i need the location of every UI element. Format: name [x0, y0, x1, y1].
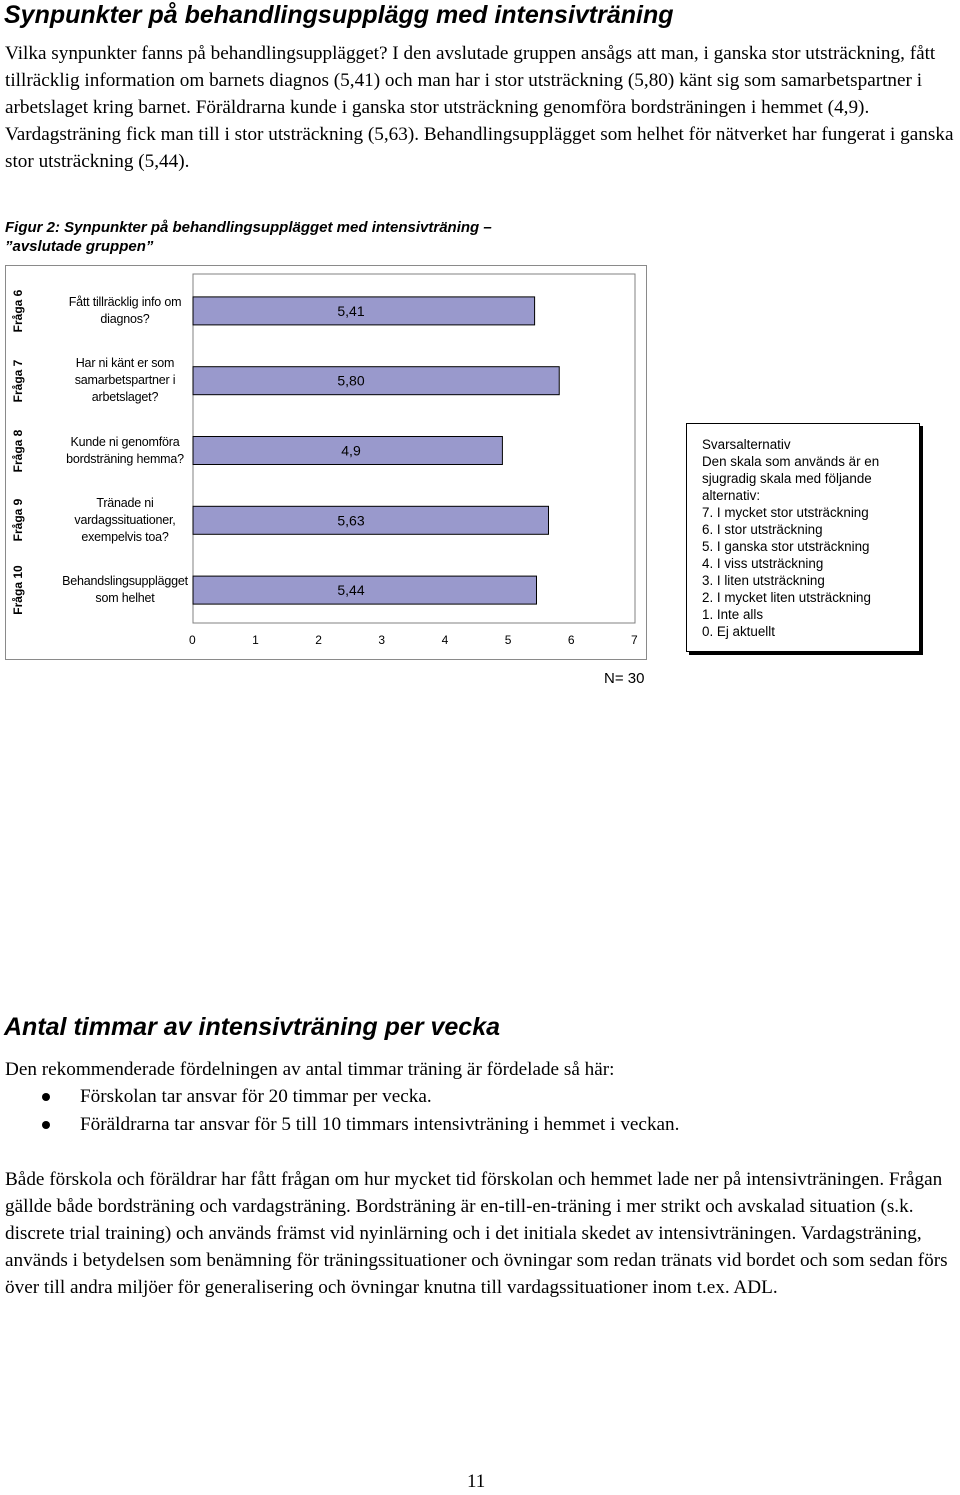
- question-id-label: Fråga 7: [11, 359, 25, 403]
- category-label-line: samarbetspartner i: [74, 373, 176, 388]
- bar-value-label: 5,44: [337, 582, 365, 599]
- bullet-text: Förskolan tar ansvar för 20 timmar per vecka.: [80, 1086, 432, 1107]
- bar-5: [193, 576, 536, 604]
- bar-4: [193, 506, 548, 534]
- x-tick-label: 1: [252, 633, 259, 647]
- question-id-label: Fråga 6: [11, 289, 25, 333]
- legend-line: Den skala som används är en: [702, 454, 880, 469]
- legend-line: sjugradig skala med följande: [702, 471, 872, 486]
- legend-line: Svarsalternativ: [702, 437, 791, 452]
- x-tick-label: 4: [441, 633, 449, 647]
- x-tick-label: 2: [315, 633, 322, 647]
- bar-chart: [5, 265, 647, 660]
- category-label: [56, 294, 194, 328]
- category-label-line: Tränade ni: [96, 495, 154, 510]
- section-heading-synpunkter: Synpunkter på behandlingsupplägg med intensivträning: [4, 1, 674, 29]
- legend-line: 6. I stor utsträckning: [702, 522, 823, 537]
- legend-box: [686, 423, 920, 652]
- category-label-line: Behandslingsupplägget: [62, 574, 188, 589]
- bullet-item: [0, 1083, 679, 1111]
- bullet-item: [0, 1111, 679, 1139]
- category-label-line: Har ni känt er som: [75, 356, 175, 371]
- figure-caption: Figur 2: Synpunkter på behandlingsupplägget med intensivträning – ”avslutade gruppen”: [5, 219, 492, 255]
- legend-line: alternativ:: [702, 488, 761, 503]
- category-label-line: arbetslaget?: [91, 390, 159, 405]
- section-paragraph-antal-timmar: Både förskola och föräldrar har fått frågan om hur mycket tid förskolan och hemmet lade ner på intensivträningen. Frågan gällde både bordsträning och vardagsträning. Bordsträning är en-till-en-träning i mer strikt och avskalad situation (s.k. discrete trial training) och används främst vid nyinlärning och i det initiala skedet av intensivträningen. Vardagsträning, används i betydelsen som benämning för träningssituationer och övningar som redan tränats vid bordet och som sedan förs över till andra miljöer för generalisering och övningar knutna till vardagssituationer inom t.ex. ADL.: [5, 1169, 948, 1298]
- legend-line: 7. I mycket stor utsträckning: [702, 505, 869, 520]
- bar-value-label: 4,9: [341, 442, 361, 459]
- bar-2: [193, 367, 559, 395]
- x-tick-label: 5: [504, 633, 512, 647]
- x-tick-label: 6: [567, 633, 575, 647]
- page-number: 11: [467, 1471, 486, 1492]
- category-label-line: Kunde ni genomföra: [70, 434, 180, 449]
- category-label: [56, 355, 194, 406]
- category-label: [56, 495, 194, 546]
- question-id-label: Fråga 9: [11, 498, 25, 542]
- bar-value-label: 5,80: [337, 372, 365, 389]
- x-tick-label: 0: [189, 633, 196, 647]
- legend-line: 0. Ej aktuellt: [702, 624, 775, 639]
- category-label: [56, 573, 194, 607]
- sample-size-label: N= 30: [604, 670, 645, 687]
- section-heading-antal-timmar: Antal timmar av intensivträning per vecka: [4, 1013, 501, 1041]
- category-label: [56, 434, 194, 468]
- legend-line: 1. Inte alls: [702, 607, 764, 622]
- legend-line: 3. I liten utsträckning: [702, 573, 825, 588]
- question-id-label: Fråga 8: [11, 429, 25, 472]
- legend-line: 2. I mycket liten utsträckning: [702, 590, 871, 605]
- category-label-line: exempelvis toa?: [81, 529, 169, 544]
- legend-line: 5. I ganska stor utsträckning: [702, 539, 870, 554]
- legend-line: 4. I viss utsträckning: [702, 556, 824, 571]
- category-label-line: som helhet: [95, 591, 155, 606]
- category-label-line: Fått tillräcklig info om: [68, 294, 182, 309]
- section-intro: Den rekommenderade fördelningen av antal timmar träning är fördelade så här:: [5, 1059, 615, 1080]
- section-paragraph-synpunkter: Vilka synpunkter fanns på behandlingsupplägget? I den avslutade gruppen ansågs att man, i ganska stor utsträckning, fått tillräcklig information om barnets diagnos (5,41) och man har i stor utsträckning (5,80) känt sig som samarbetspartner i arbetslaget kring barnet. Föräldrarna kunde i ganska stor utsträckning genomföra bordsträningen i hemmet (4,9). Vardagsträning fick man till i stor utsträckning (5,63). Behandlingsupplägget som helhet för nätverket har fungerat i ganska stor utsträckning (5,44).: [5, 43, 954, 172]
- bar-value-label: 5,41: [337, 302, 365, 319]
- bullet-list: [0, 1083, 679, 1139]
- category-label-line: bordsträning hemma?: [66, 451, 184, 466]
- bullet-text: Föräldrarna tar ansvar för 5 till 10 timmars intensivträning i hemmet i veckan.: [80, 1114, 680, 1135]
- bullet-dot-icon: [42, 1121, 50, 1129]
- bar-value-label: 5,63: [337, 512, 365, 529]
- bullet-dot-icon: [42, 1093, 50, 1101]
- question-id-label: Fråga 10: [11, 565, 25, 615]
- category-label-line: vardagssituationer,: [74, 512, 176, 527]
- category-label-line: diagnos?: [100, 311, 150, 326]
- x-tick-label: 7: [631, 633, 638, 647]
- x-tick-label: 3: [378, 633, 386, 647]
